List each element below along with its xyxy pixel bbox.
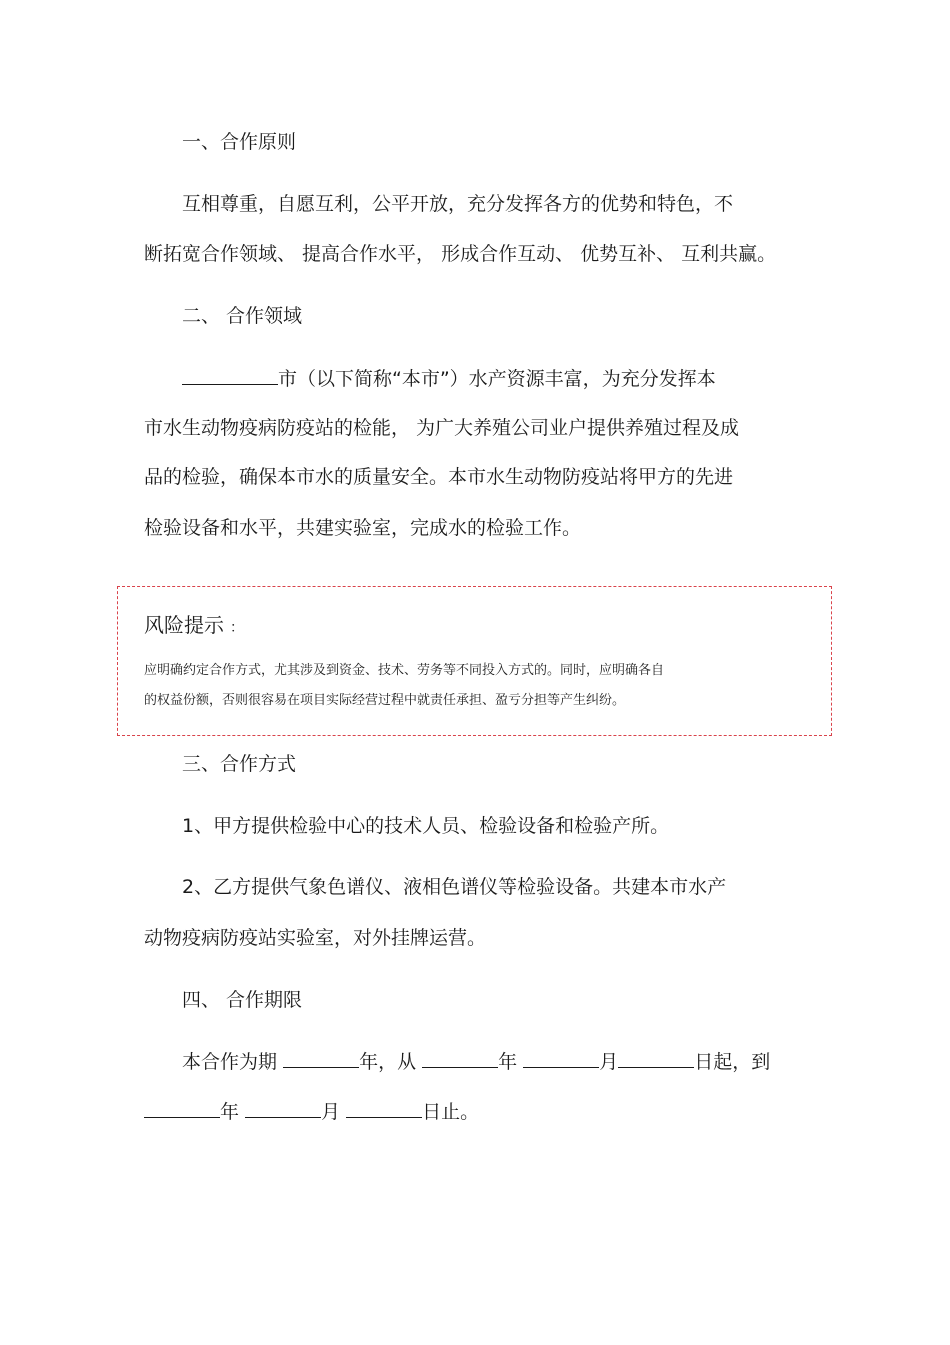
section-1-paragraph-line: 断拓宽合作领域、 提高合作水平， 形成合作互动、 优势互补、 互利共赢。 [144,243,777,265]
start-day-unit: 日起，到 [694,1051,771,1073]
section-3-item: 1、甲方提供检验中心的技术人员、检验设备和检验产所。 [182,815,670,837]
end-year-blank[interactable] [144,1099,220,1118]
end-month-blank[interactable] [245,1099,321,1118]
start-month-unit: 月 [599,1051,619,1073]
section-2-heading: 二、 合作领域 [182,305,303,327]
section-3-item-continuation: 动物疫病防疫站实验室，对外挂牌运营。 [144,927,487,949]
section-1-paragraph-line: 互相尊重，自愿互利，公平开放，充分发挥各方的优势和特色，不 [182,193,734,215]
section-2-paragraph-line: 市水生动物疫病防疫站的检能， 为广大养殖公司业户提供养殖过程及成 [144,417,740,439]
section-4-term-line [182,1049,770,1074]
section-3-heading: 三、合作方式 [182,753,297,775]
risk-notice-title [144,612,244,641]
risk-notice-colon: ： [230,620,244,636]
section-2-paragraph-line [182,366,716,391]
term-years-unit: 年，从 [359,1051,417,1073]
risk-notice-text-line: 的权益份额，否则很容易在项目实际经营过程中就责任承担、盈亏分担等产生纠纷。 [144,693,626,708]
start-day-blank[interactable] [618,1049,694,1068]
risk-notice-text-line: 应明确约定合作方式，尤其涉及到资金、技术、劳务等不同投入方式的。同时，应明确各自 [144,663,665,678]
city-name-blank[interactable] [182,366,278,385]
end-day-blank[interactable] [346,1099,422,1118]
section-1-heading: 一、合作原则 [182,131,297,153]
risk-notice-box [117,586,832,736]
term-years-blank[interactable] [283,1049,359,1068]
start-year-unit: 年 [498,1051,518,1073]
term-prefix: 本合作为期 [182,1051,278,1073]
section-4-heading: 四、 合作期限 [182,989,303,1011]
end-day-unit: 日止。 [422,1101,480,1123]
section-2-paragraph-line: 检验设备和水平，共建实验室，完成水的检验工作。 [144,517,582,539]
section-4-term-line [144,1099,479,1124]
section-3-item: 2、乙方提供气象色谱仪、液相色谱仪等检验设备。共建本市水产 [182,876,727,898]
start-month-blank[interactable] [523,1049,599,1068]
end-month-unit: 月 [321,1101,341,1123]
section-2-paragraph-line: 品的检验，确保本市水的质量安全。本市水生动物防疫站将甲方的先进 [144,466,734,488]
section-2-line1-text: 市（以下简称“本市”）水产资源丰富，为充分发挥本 [278,368,716,390]
end-year-unit: 年 [220,1101,240,1123]
risk-notice-title-text: 风险提示 [144,613,224,637]
start-year-blank[interactable] [422,1049,498,1068]
